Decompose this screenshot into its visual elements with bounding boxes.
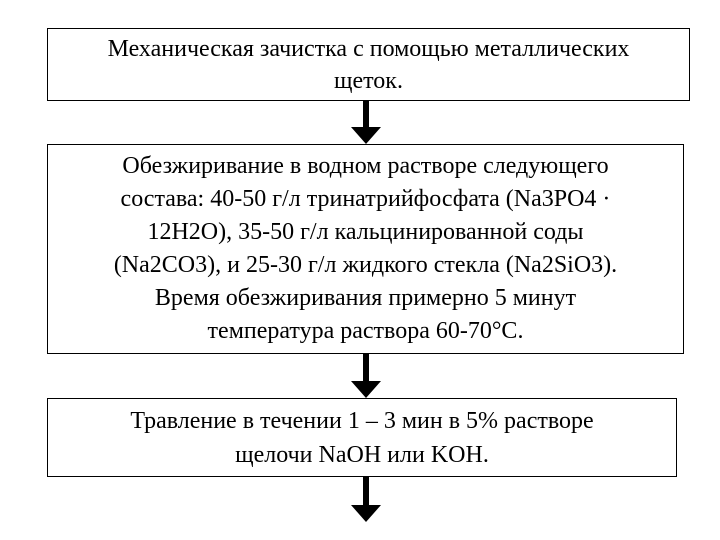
step-mechanical-cleaning-text: Механическая зачистка с помощью металлических щеток. bbox=[107, 35, 630, 94]
arrow-shaft bbox=[363, 101, 369, 129]
arrow-head bbox=[351, 505, 381, 522]
step-mechanical-cleaning-box bbox=[47, 28, 690, 101]
step-etching-box bbox=[47, 398, 677, 477]
step-degreasing-text: Обезжиривание в водном растворе следующего состава: 40-50 г/л тринатрийфосфата (Na3PO4 · 12H2O), 35-50 г/л кальцинированной соды (Na2CO3), и 25-30 г/л жидкого стекла (Na2SiO3). Время обезжиривания примерно 5 минут температура раствора 60-70°С. bbox=[113, 153, 618, 344]
step-degreasing-box bbox=[47, 144, 684, 354]
arrow-down-icon bbox=[351, 477, 381, 522]
arrow-shaft bbox=[363, 477, 369, 507]
step-etching-text: Травление в течении 1 – 3 мин в 5% растворе щелочи NaOH или KOH. bbox=[130, 407, 594, 468]
arrow-head bbox=[351, 127, 381, 144]
arrow-down-icon bbox=[351, 101, 381, 144]
arrow-head bbox=[351, 381, 381, 398]
arrow-shaft bbox=[363, 354, 369, 383]
arrow-down-icon bbox=[351, 354, 381, 398]
